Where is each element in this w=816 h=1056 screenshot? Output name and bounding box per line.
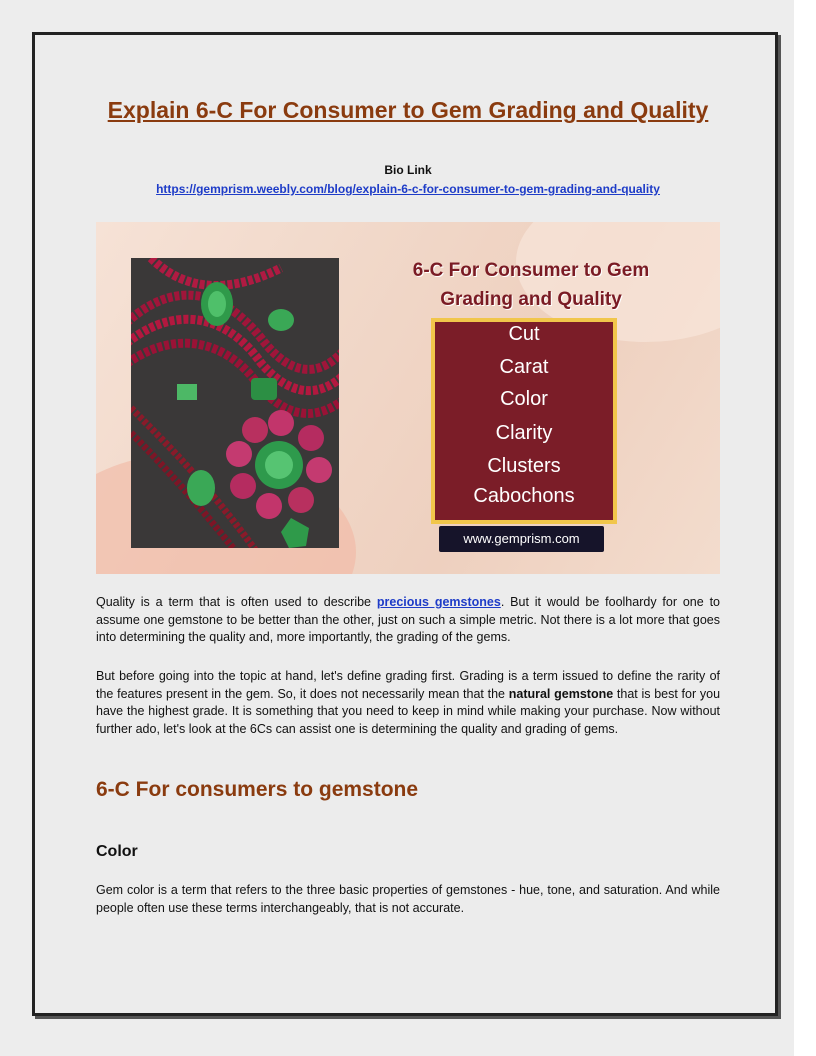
gemstone-photo [131,258,339,548]
subsection-heading: Color [96,843,138,860]
six-c-item: Clusters [487,455,561,477]
website-badge: www.gemprism.com [439,526,604,552]
six-c-item: Color [500,388,548,410]
six-c-item: Clarity [495,422,553,444]
precious-gemstones-link[interactable]: precious gemstones [376,595,501,609]
hero-heading-line: 6-C For Consumer to Gem [412,260,650,281]
six-c-item: Carat [499,356,549,378]
bio-link-label: Bio Link [384,163,432,177]
paragraph-text: that is best for you have the highest grade. It is something that you need to keep in mind while making your purchase. Now without further ado, let's look at the 6Cs can assist one is determining the quality and grading of gems. [96,686,721,736]
six-c-item: Cut [508,323,540,345]
six-c-list [431,318,617,524]
paragraph-text: Quality is a term that is often used to describe [96,595,377,609]
hero-heading [366,256,696,314]
hero-heading-line: Grading and Quality [440,289,622,310]
paragraph-color: Gem color is a term that refers to the three basic properties of gemstones - hue, tone, and saturation. And while people often use these terms interchangeably, that is not accurate. [96,883,720,915]
document-title: Explain 6-C For Consumer to Gem Grading and Quality [107,97,709,123]
section-heading: 6-C For consumers to gemstone [96,778,419,801]
paragraph-text: But before going into the topic at hand, let's define grading first. Grading is a term issued to define the rarity of the features present in the gem. So, it does not necessarily mean that the [96,669,720,701]
six-c-item: Cabochons [473,485,575,507]
page-margin [794,0,816,1056]
paragraph-grading [96,668,720,738]
paragraph-intro [96,594,720,647]
bio-link-url[interactable]: https://gemprism.weebly.com/blog/explain-6-c-for-consumer-to-gem-grading-and-quality [156,182,660,196]
hero-image [96,222,720,574]
paragraph-text: . But it would be foolhardy for one to assume one gemstone to be better than the other, just on such a simple metric. Not there is a lot more that goes into determining the quality and, more importantly, the grading of the gems. [96,595,720,644]
gemstone-illustration [131,258,339,548]
bold-term: natural gemstone [508,686,614,701]
